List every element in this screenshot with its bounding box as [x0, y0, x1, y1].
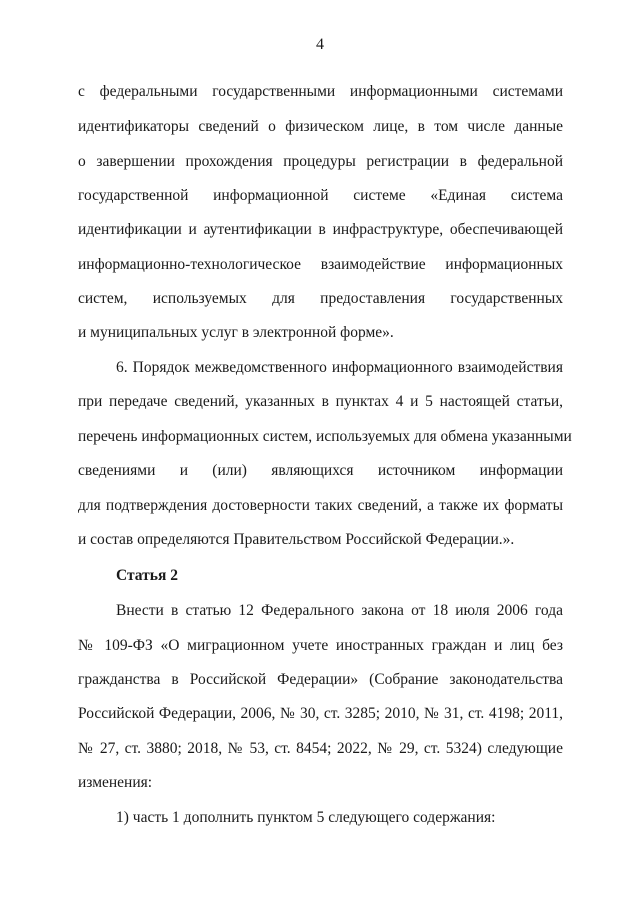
text-line: государственной информационной системе «Единая система — [78, 187, 563, 204]
text-line: № 109-ФЗ «О миграционном учете иностранных граждан и лиц без — [78, 637, 563, 654]
text-line: информационно-технологическое взаимодействие информационных — [78, 256, 563, 273]
text-line: сведениями и (или) являющихся источником информации — [78, 462, 563, 479]
text-line: изменения: — [78, 774, 153, 791]
text-line: гражданства в Российской Федерации» (Собрание законодательства — [78, 671, 563, 688]
text-line: 6. Порядок межведомственного информационного взаимодействия — [116, 359, 563, 376]
page-number: 4 — [316, 36, 324, 53]
list-item: 1) часть 1 дополнить пунктом 5 следующего содержания: — [116, 809, 496, 826]
article-heading: Статья 2 — [116, 567, 178, 584]
text-line: систем, используемых для предоставления государственных — [78, 290, 563, 307]
text-line: при передаче сведений, указанных в пунктах 4 и 5 настоящей статьи, — [78, 393, 563, 410]
text-line: идентификаторы сведений о физическом лице, в том числе данные — [78, 118, 563, 135]
text-line: идентификации и аутентификации в инфраструктуре, обеспечивающей — [78, 221, 563, 238]
text-line: с федеральными государственными информационными системами — [78, 83, 563, 100]
text-line: и состав определяются Правительством Российской Федерации.». — [78, 531, 515, 548]
text-line: и муниципальных услуг в электронной форме». — [78, 324, 394, 341]
text-line: перечень информационных систем, используемых для обмена указанными — [78, 428, 572, 445]
text-line: о завершении прохождения процедуры регистрации в федеральной — [78, 153, 563, 170]
text-line: Внести в статью 12 Федерального закона от 18 июля 2006 года — [116, 602, 563, 619]
text-line: Российской Федерации, 2006, № 30, ст. 3285; 2010, № 31, ст. 4198; 2011, — [78, 705, 563, 722]
text-line: для подтверждения достоверности таких сведений, а также их форматы — [78, 497, 563, 514]
text-line: № 27, ст. 3880; 2018, № 53, ст. 8454; 2022, № 29, ст. 5324) следующие — [78, 740, 563, 757]
